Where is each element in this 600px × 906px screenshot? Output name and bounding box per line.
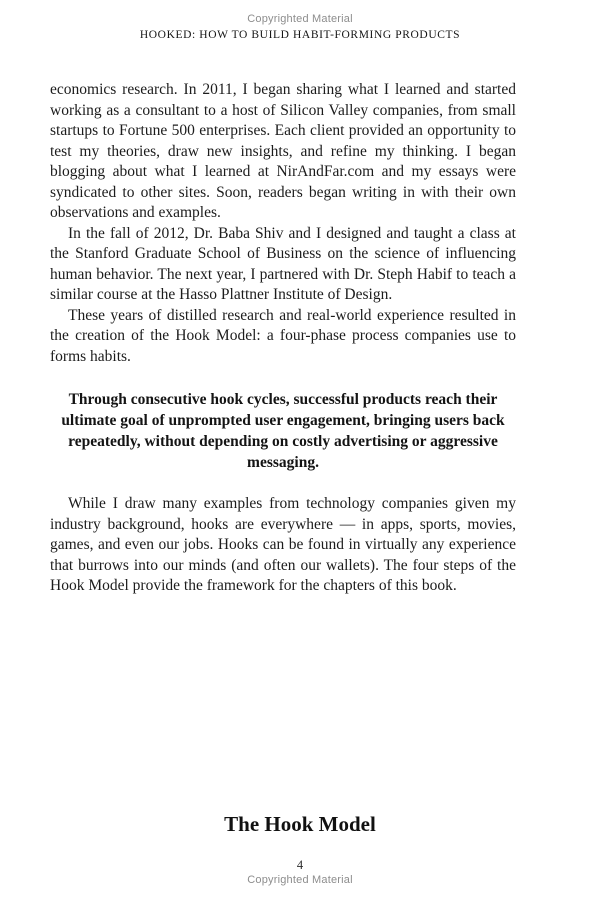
section-heading: The Hook Model <box>224 812 376 836</box>
page-number: 4 <box>296 858 304 872</box>
running-header: HOOKED: HOW TO BUILD HABIT-FORMING PRODUCTS <box>139 29 461 41</box>
pull-quote: Through consecutive hook cycles, successful products reach their ultimate goal of unprompted user engagement, bringing users back repeatedly, without depending on costly advertising or aggressive messaging. <box>61 391 505 471</box>
paragraph-4: While I draw many examples from technology companies given my industry background, hooks are everywhere — in apps, sports, movies, games, and even our jobs. Hooks can be found in virtually any experience that burrows into our minds (and often our wallets). The four steps of the Hook Model provide the framework for the chapters of this book. <box>50 495 516 594</box>
paragraph-1: economics research. In 2011, I began sharing what I learned and started working as a consultant to a host of Silicon Valley companies, from small startups to Fortune 500 enterprises. Each client provided an opportunity to test my theories, draw new insights, and refine my thinking. I began blogging about what I learned at NirAndFar.com and my essays were syndicated to other sites. Soon, readers began writing in with their own observations and examples. <box>50 81 516 221</box>
copyright-notice-top: Copyrighted Material <box>247 13 353 25</box>
paragraph-2: In the fall of 2012, Dr. Baba Shiv and I designed and taught a class at the Stanford Graduate School of Business on the science of influencing human behavior. The next year, I partnered with Dr. Steph Habif to teach a similar course at the Hasso Plattner Institute of Design. <box>50 224 516 303</box>
copyright-notice-bottom: Copyrighted Material <box>247 874 353 886</box>
page-body <box>50 80 516 597</box>
paragraph-3: These years of distilled research and real-world experience resulted in the creation of the Hook Model: a four-phase process companies use to forms habits. <box>50 306 516 365</box>
